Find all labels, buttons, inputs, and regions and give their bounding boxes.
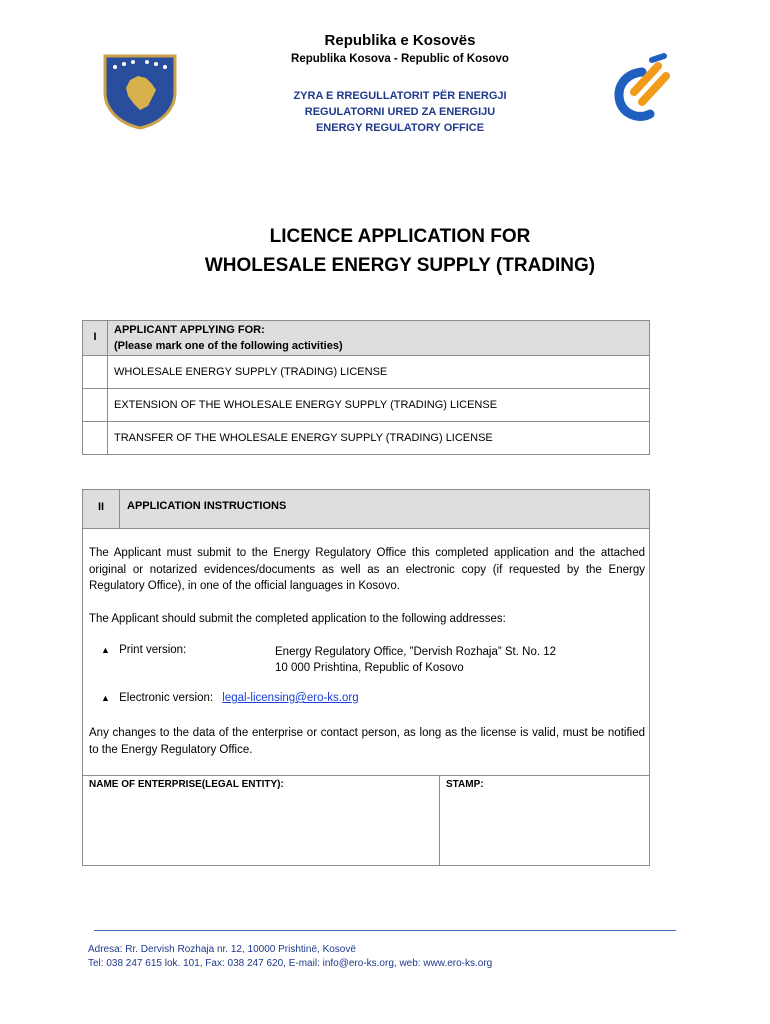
triangle-bullet-icon: ▲ — [101, 645, 110, 655]
office-name-serbian: REGULATORNI URED ZA ENERGIJU — [304, 106, 496, 118]
signature-column-divider — [439, 775, 440, 866]
option-checkbox-wholesale[interactable] — [83, 356, 108, 389]
footer-divider — [94, 930, 676, 931]
section-heading-line2: (Please mark one of the following activities) — [114, 340, 343, 352]
triangle-bullet-icon: ▲ — [101, 693, 110, 703]
section-heading — [108, 321, 650, 356]
instructions-paragraph-1: The Applicant must submit to the Energy Regulatory Office this completed application and the attached original or notarized evidences/documents as well as an electronic copy (if requested by the Energy Regulatory Office), in one of the official languages in Kosovo. — [89, 547, 645, 592]
footer-address: Adresa: Rr. Dervish Rozhaja nr. 12, 10000 Prishtinë, Kosovë — [88, 944, 356, 955]
print-version-label: Print version: — [119, 644, 187, 656]
section-number: I — [83, 321, 108, 356]
signature-row-divider — [82, 775, 650, 776]
country-name-albanian: Republika e Kosovës — [324, 32, 476, 49]
electronic-version-label: Electronic version: — [119, 692, 214, 704]
office-name-english: ENERGY REGULATORY OFFICE — [315, 122, 485, 134]
stamp-label: STAMP: — [446, 779, 484, 790]
option-label-extension: EXTENSION OF THE WHOLESALE ENERGY SUPPLY (TRADING) LICENSE — [108, 389, 650, 422]
country-name-serbian-english: Republika Kosova - Republic of Kosovo — [291, 53, 509, 65]
document-title-line2: WHOLESALE ENERGY SUPPLY (TRADING) — [204, 255, 596, 276]
stamp-field[interactable] — [442, 796, 647, 864]
print-address — [275, 644, 556, 676]
email-link[interactable]: legal-licensing@ero-ks.org — [222, 692, 359, 704]
office-name-albanian: ZYRA E RREGULLATORIT PËR ENERGJI — [293, 90, 507, 102]
print-address-line2: 10 000 Prishtina, Republic of Kosovo — [275, 662, 464, 674]
instructions-header — [83, 490, 649, 529]
option-label-transfer: TRANSFER OF THE WHOLESALE ENERGY SUPPLY (TRADING) LICENSE — [108, 422, 650, 455]
electronic-version-item — [101, 692, 359, 704]
footer-contact: Tel: 038 247 615 lok. 101, Fax: 038 247 620, E-mail: info@ero-ks.org, web: www.ero-ks.org — [88, 958, 493, 969]
option-checkbox-extension[interactable] — [83, 389, 108, 422]
section-number: II — [83, 490, 120, 528]
section-heading: APPLICATION INSTRUCTIONS — [127, 500, 287, 512]
instructions-paragraph-3: Any changes to the data of the enterprise or contact person, as long as the license is valid, must be notified to the Energy Regulatory Office. — [89, 727, 645, 756]
enterprise-name-field[interactable] — [84, 796, 436, 864]
print-address-line1: Energy Regulatory Office, ”Dervish Rozhaja” St. No. 12 — [275, 646, 557, 658]
print-version-item — [101, 644, 186, 656]
applicant-activity-table — [82, 320, 650, 455]
enterprise-name-label: NAME OF ENTERPRISE(LEGAL ENTITY): — [89, 779, 284, 790]
document-title-line1: LICENCE APPLICATION FOR — [269, 226, 531, 247]
option-checkbox-transfer[interactable] — [83, 422, 108, 455]
section-heading-line1: APPLICANT APPLYING FOR: — [114, 324, 265, 336]
instructions-paragraph-2: The Applicant should submit the completed application to the following addresses: — [89, 613, 506, 625]
option-label-wholesale: WHOLESALE ENERGY SUPPLY (TRADING) LICENSE — [108, 356, 650, 389]
